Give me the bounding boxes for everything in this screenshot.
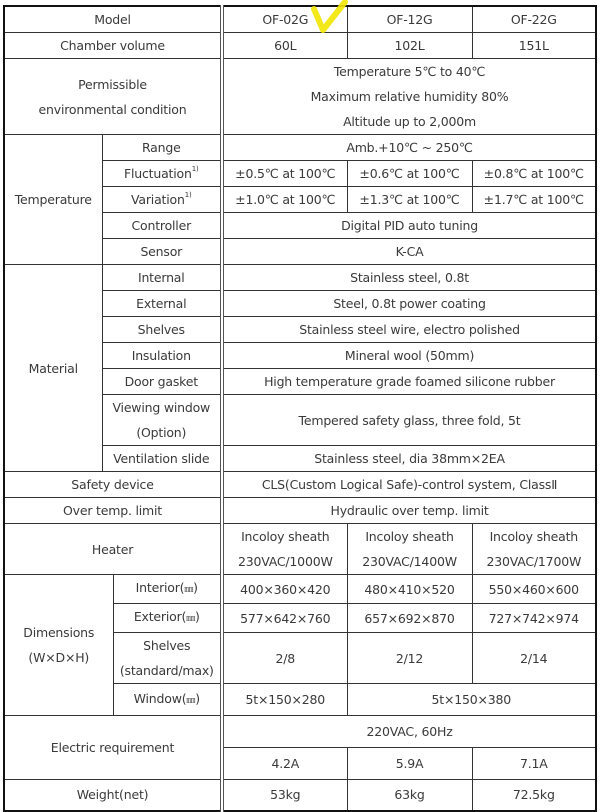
exterior-value: 727×742×974 bbox=[472, 604, 596, 633]
model-label: Model bbox=[4, 6, 222, 33]
permissible-label-line2: environmental condition bbox=[38, 101, 187, 117]
chamber-volume-value: 60L bbox=[222, 33, 347, 59]
over-temp-limit-label: Over temp. limit bbox=[4, 498, 222, 524]
internal-label: Internal bbox=[102, 265, 222, 291]
heater-type: Incoloy sheath bbox=[489, 529, 578, 544]
permissible-altitude: Altitude up to 2,000m bbox=[343, 114, 476, 129]
heater-type: Incoloy sheath bbox=[241, 529, 330, 544]
model-of-22g: OF-22G bbox=[472, 6, 596, 33]
window-label: Window(㎜) bbox=[113, 684, 222, 716]
fluctuation-label-text: Fluctuation bbox=[124, 166, 192, 181]
dimensions-shelves-label-line2: (standard/max) bbox=[119, 663, 214, 678]
row-temperature-range bbox=[4, 135, 596, 161]
viewing-window-label bbox=[102, 395, 222, 446]
row-dimensions-interior bbox=[4, 575, 596, 604]
interior-label-text: Interior bbox=[135, 580, 180, 595]
row-heater bbox=[4, 524, 596, 575]
interior-value: 400×360×420 bbox=[222, 575, 347, 604]
fluctuation-value: ±0.8℃ at 100℃ bbox=[472, 161, 596, 187]
weight-value: 72.5kg bbox=[472, 780, 596, 811]
permissible-environment-value bbox=[222, 59, 596, 135]
spec-table bbox=[3, 5, 597, 812]
row-material-internal bbox=[4, 265, 596, 291]
viewing-window-value: Tempered safety glass, three fold, 5t bbox=[222, 395, 596, 446]
controller-value: Digital PID auto tuning bbox=[222, 213, 596, 239]
footnote-marker: 1) bbox=[191, 164, 199, 173]
model-of-12g: OF-12G bbox=[347, 6, 472, 33]
door-gasket-value: High temperature grade foamed silicone rubber bbox=[222, 369, 596, 395]
dimensions-label-line2: (W×D×H) bbox=[28, 650, 90, 665]
dimensions-label-line1: Dimensions bbox=[23, 625, 95, 640]
fluctuation-value: ±0.5℃ at 100℃ bbox=[222, 161, 347, 187]
exterior-value: 577×642×760 bbox=[222, 604, 347, 633]
chamber-volume-value: 102L bbox=[347, 33, 472, 59]
fluctuation-value: ±0.6℃ at 100℃ bbox=[347, 161, 472, 187]
interior-value: 550×460×600 bbox=[472, 575, 596, 604]
ventilation-slide-label: Ventilation slide bbox=[102, 446, 222, 472]
sensor-label: Sensor bbox=[102, 239, 222, 265]
electric-supply-value: 220VAC, 60Hz bbox=[222, 716, 596, 748]
heater-rating: 230VAC/1400W bbox=[362, 554, 457, 569]
heater-type: Incoloy sheath bbox=[365, 529, 454, 544]
electric-current-value: 4.2A bbox=[222, 748, 347, 780]
electric-current-value: 5.9A bbox=[347, 748, 472, 780]
internal-value: Stainless steel, 0.8t bbox=[222, 265, 596, 291]
row-permissible-environment bbox=[4, 59, 596, 135]
safety-device-label: Safety device bbox=[4, 472, 222, 498]
model-of-02g: OF-02G bbox=[222, 6, 347, 33]
variation-value: ±1.0℃ at 100℃ bbox=[222, 187, 347, 213]
electric-requirement-label: Electric requirement bbox=[4, 716, 222, 780]
heater-value bbox=[222, 524, 347, 575]
material-label: Material bbox=[4, 265, 102, 472]
interior-value: 480×410×520 bbox=[347, 575, 472, 604]
row-electric-supply bbox=[4, 716, 596, 748]
viewing-window-label-line2: (Option) bbox=[136, 425, 187, 440]
row-safety-device bbox=[4, 472, 596, 498]
insulation-label: Insulation bbox=[102, 343, 222, 369]
window-value: 5t×150×280 bbox=[222, 684, 347, 716]
permissible-environment-label bbox=[4, 59, 222, 135]
dimensions-shelves-label-line1: Shelves bbox=[143, 638, 191, 653]
temperature-label: Temperature bbox=[4, 135, 102, 265]
chamber-volume-label: Chamber volume bbox=[4, 33, 222, 59]
unit-mm: ㎜ bbox=[186, 614, 196, 624]
dimensions-shelves-value: 2/12 bbox=[347, 633, 472, 684]
range-label: Range bbox=[102, 135, 222, 161]
viewing-window-label-line1: Viewing window bbox=[112, 400, 211, 415]
material-shelves-label: Shelves bbox=[102, 317, 222, 343]
unit-mm: ㎜ bbox=[184, 585, 194, 595]
exterior-value: 657×692×870 bbox=[347, 604, 472, 633]
variation-label-text: Variation bbox=[131, 192, 185, 207]
weight-value: 53kg bbox=[222, 780, 347, 811]
variation-value: ±1.3℃ at 100℃ bbox=[347, 187, 472, 213]
material-shelves-value: Stainless steel wire, electro polished bbox=[222, 317, 596, 343]
controller-label: Controller bbox=[102, 213, 222, 239]
heater-label: Heater bbox=[4, 524, 222, 575]
variation-value: ±1.7℃ at 100℃ bbox=[472, 187, 596, 213]
unit-mm: ㎜ bbox=[186, 695, 196, 706]
dimensions-shelves-value: 2/8 bbox=[222, 633, 347, 684]
row-model bbox=[4, 6, 596, 33]
dimensions-shelves-value: 2/14 bbox=[472, 633, 596, 684]
exterior-label: Exterior(㎜) bbox=[113, 604, 222, 633]
external-value: Steel, 0.8t power coating bbox=[222, 291, 596, 317]
exterior-label-text: Exterior bbox=[133, 609, 182, 624]
permissible-label-line1: Permissible bbox=[78, 76, 147, 92]
range-value: Amb.+10℃ ~ 250℃ bbox=[222, 135, 596, 161]
chamber-volume-value: 151L bbox=[472, 33, 596, 59]
footnote-marker: 1) bbox=[184, 190, 192, 199]
heater-rating: 230VAC/1000W bbox=[237, 554, 333, 569]
dimensions-shelves-label bbox=[113, 633, 222, 684]
sensor-value: K-CA bbox=[222, 239, 596, 265]
row-over-temp-limit bbox=[4, 498, 596, 524]
weight-label: Weight(net) bbox=[4, 780, 222, 811]
permissible-humidity: Maximum relative humidity 80% bbox=[310, 89, 509, 104]
row-chamber-volume bbox=[4, 33, 596, 59]
ventilation-slide-value: Stainless steel, dia 38mm×2EA bbox=[222, 446, 596, 472]
window-value: 5t×150×380 bbox=[347, 684, 596, 716]
window-label-text: Window bbox=[133, 690, 182, 706]
interior-label: Interior(㎜) bbox=[113, 575, 222, 604]
row-weight bbox=[4, 780, 596, 811]
heater-value bbox=[472, 524, 596, 575]
insulation-value: Mineral wool (50mm) bbox=[222, 343, 596, 369]
fluctuation-label bbox=[102, 161, 222, 187]
variation-label bbox=[102, 187, 222, 213]
permissible-temperature: Temperature 5℃ to 40℃ bbox=[333, 64, 486, 79]
safety-device-value: CLS(Custom Logical Safe)-control system, ClassⅡ bbox=[222, 472, 596, 498]
electric-current-value: 7.1A bbox=[472, 748, 596, 780]
heater-rating: 230VAC/1700W bbox=[486, 554, 582, 569]
external-label: External bbox=[102, 291, 222, 317]
over-temp-limit-value: Hydraulic over temp. limit bbox=[222, 498, 596, 524]
heater-value bbox=[347, 524, 472, 575]
dimensions-label bbox=[4, 575, 113, 716]
door-gasket-label: Door gasket bbox=[102, 369, 222, 395]
weight-value: 63kg bbox=[347, 780, 472, 811]
